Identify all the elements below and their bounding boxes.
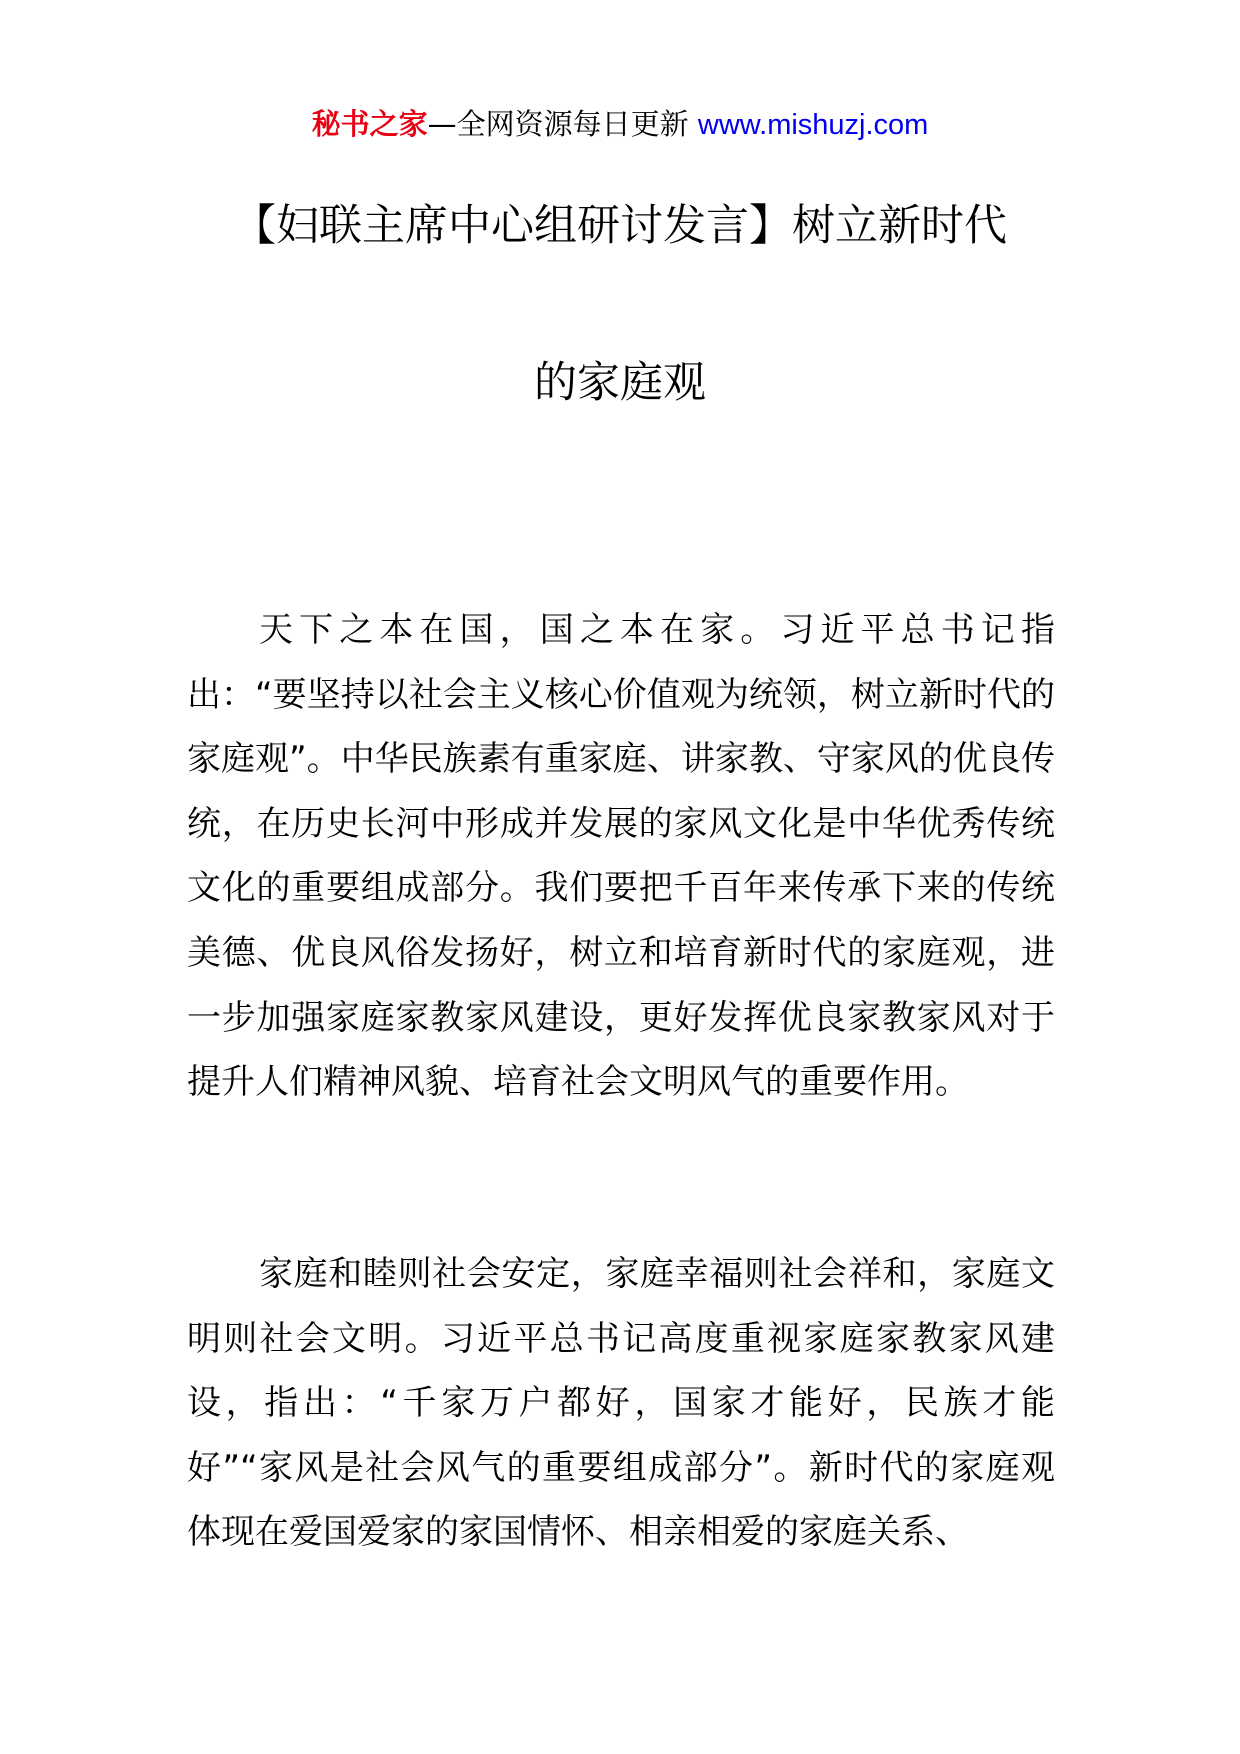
site-url-link[interactable]: www.mishuzj.com [697,109,929,141]
document-title-line-2: 的家庭观 [534,358,706,408]
body-paragraph-2: 家庭和睦则社会安定，家庭幸福则社会祥和，家庭文明则社会文明。习近平总书记高度重视家庭家教家风建设，指出：“千家万户都好，国家才能好，民族才能好”“家风是社会风气的重要组成部分”。新时代的家庭观体现在爱国爱家的家国情怀、相亲相爱的家庭关系、 [187,1254,1055,1553]
site-header [0,100,1240,149]
site-tagline: —全网资源每日更新 [427,107,689,141]
body-paragraph-1: 天下之本在国，国之本在家。习近平总书记指出：“要坚持以社会主义核心价值观为统领，树立新时代的家庭观”。中华民族素有重家庭、讲家教、守家风的优良传统，在历史长河中形成并发展的家风文化是中华优秀传统文化的重要组成部分。我们要把千百年来传承下来的传统美德、优良风俗发扬好，树立和培育新时代的家庭观，进一步加强家庭家教家风建设，更好发挥优良家教家风对于提升人们精神风貌、培育社会文明风气的重要作用。 [187,610,1055,1103]
document-title-line-1: 【妇联主席中心组研讨发言】树立新时代 [233,201,1007,251]
site-brand: 秘书之家 [311,107,428,141]
